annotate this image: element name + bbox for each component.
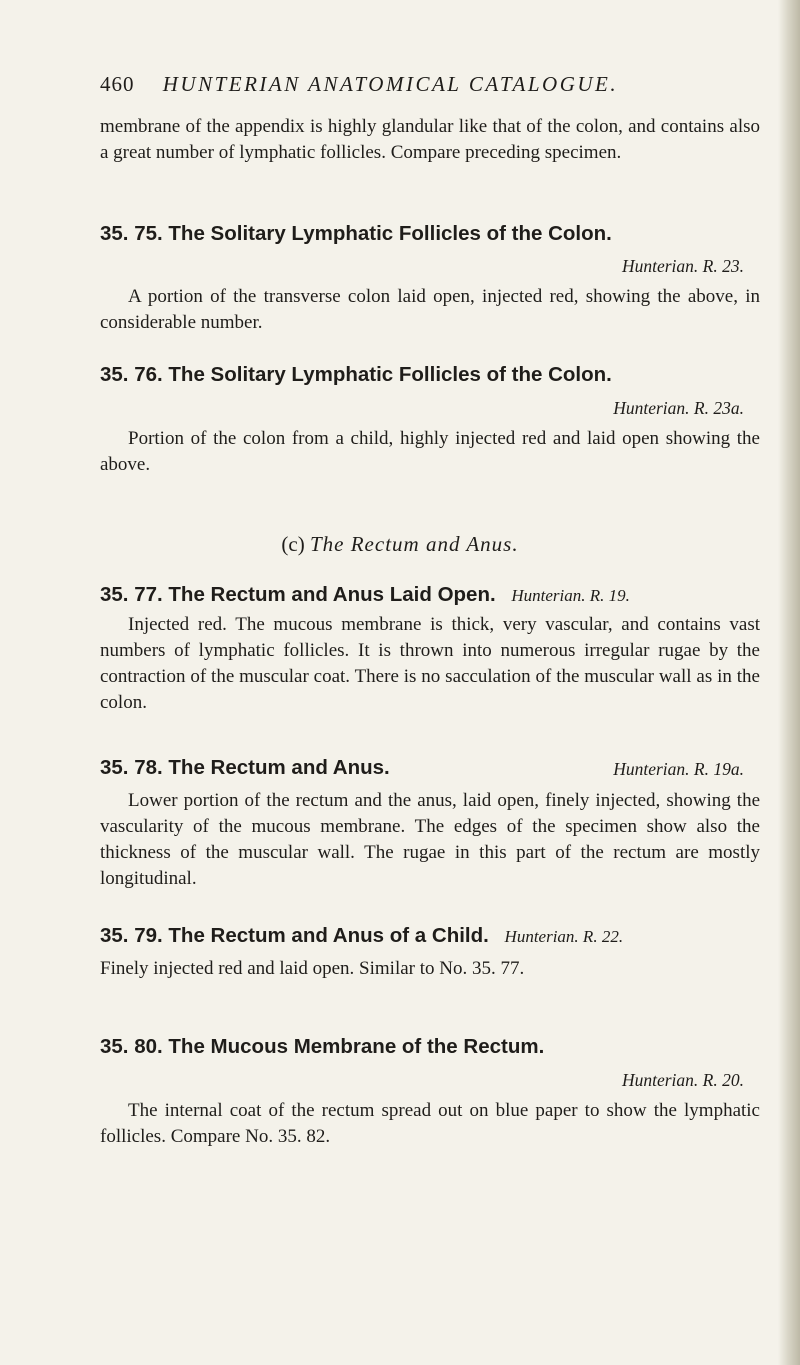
entry-heading xyxy=(100,1035,770,1059)
entry-title: The Mucous Membrane of the Rectum. xyxy=(168,1035,545,1058)
entry-number: 35. 79. xyxy=(100,924,163,947)
continuation-paragraph: membrane of the appendix is highly glandular like that of the colon, and contains also a great number of lymphatic follicles. Compare preceding specimen. xyxy=(100,116,760,163)
entry-title: The Rectum and Anus. xyxy=(168,756,390,779)
entry-description: A portion of the transverse colon laid open, injected red, showing the above, in considerable number. xyxy=(100,286,760,333)
entry-reference: Hunterian. R. 20. xyxy=(621,1070,744,1090)
entry-number: 35. 80. xyxy=(100,1035,163,1058)
entry-number: 35. 78. xyxy=(100,756,163,779)
entry-description: Lower portion of the rectum and the anus, laid open, finely injected, showing the vascularity of the mucous membrane. The edges of the specimen show also the thickness of the muscular wall. The rugae in this part of the rectum are mostly longitudinal. xyxy=(100,790,760,889)
entry-description: Finely injected red and laid open. Similar to No. 35. 77. xyxy=(100,958,525,979)
entry-reference: Hunterian. R. 19. xyxy=(511,586,630,605)
entry-title: The Solitary Lymphatic Follicles of the Colon. xyxy=(168,222,612,245)
entry-reference: Hunterian. R. 19a. xyxy=(613,759,744,779)
section-label: (c) xyxy=(281,532,305,556)
page-edge-shadow xyxy=(778,0,800,1365)
page-header xyxy=(100,72,618,97)
entry-heading xyxy=(100,222,770,246)
entry-reference: Hunterian. R. 23a. xyxy=(613,398,744,418)
page-number: 460 xyxy=(100,72,135,96)
section-name: The Rectum and Anus. xyxy=(309,532,519,556)
entry-description: Portion of the colon from a child, highly injected red and laid open showing the above. xyxy=(100,428,760,475)
running-title: HUNTERIAN ANATOMICAL CATALOGUE. xyxy=(162,72,619,96)
section-title xyxy=(0,532,800,557)
entry-title: The Solitary Lymphatic Follicles of the Colon. xyxy=(168,363,612,386)
entry-number: 35. 75. xyxy=(100,222,163,245)
entry-description: The internal coat of the rectum spread out on blue paper to show the lymphatic follicles. Compare No. 35. 82. xyxy=(100,1100,760,1147)
entry-heading xyxy=(100,363,770,387)
entry-heading xyxy=(100,583,770,607)
entry-reference: Hunterian. R. 23. xyxy=(621,256,744,276)
entry-description: Injected red. The mucous membrane is thick, very vascular, and contains vast numbers of lymphatic follicles. It is thrown into numerous irregular rugae by the contraction of the muscular coat. There is no sacculation of the muscular wall as in the colon. xyxy=(100,614,760,713)
entry-title: The Rectum and Anus Laid Open. xyxy=(168,583,496,606)
entry-number: 35. 77. xyxy=(100,583,163,606)
entry-heading xyxy=(100,924,770,948)
entry-number: 35. 76. xyxy=(100,363,163,386)
entry-title: The Rectum and Anus of a Child. xyxy=(168,924,489,947)
entry-reference: Hunterian. R. 22. xyxy=(504,927,624,946)
